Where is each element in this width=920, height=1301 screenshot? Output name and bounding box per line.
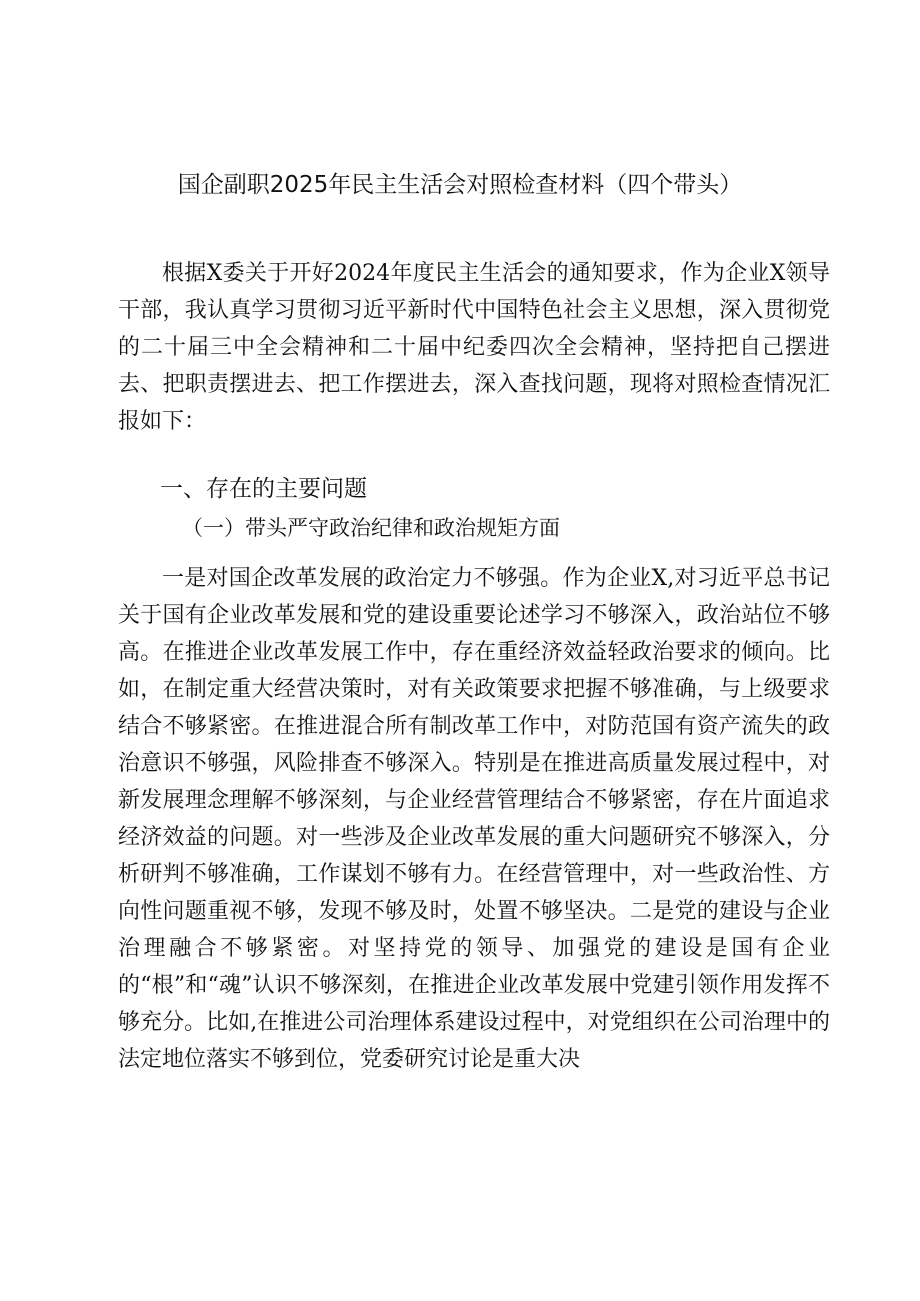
body-paragraph: 一是对国企改革发展的政治定力不够强。作为企业X,对习近平总书记关于国有企业改革发展和党的建设重要论述学习不够深入，政治站位不够高。在推进企业改革发展工作中，存在重经济效益轻政治要求的倾向。比如，在制定重大经营决策时，对有关政策要求把握不够准确，与上级要求结合不够紧密。在推进混合所有制改革工作中，对防范国有资产流失的政治意识不够强，风险排查不够深入。特别是在推进高质量发展过程中，对新发展理念理解不够深刻，与企业经营管理结合不够紧密，存在片面追求经济效益的问题。对一些涉及企业改革发展的重大问题研究不够深入，分析研判不够准确，工作谋划不够有力。在经营管理中，对一些政治性、方向性问题重视不够，发现不够及时，处置不够坚决。二是党的建设与企业治理融合不够紧密。对坚持党的领导、加强党的建设是国有企业的“根”和“魂”认识不够深刻，在推进企业改革发展中党建引领作用发挥不够充分。比如,在推进公司治理体系建设过程中，对党组织在公司治理中的法定地位落实不够到位，党委研究讨论是重大决 <box>118 566 830 1072</box>
section-heading: 一、存在的主要问题 <box>160 476 367 502</box>
document-title: 国企副职2025年民主生活会对照检查材料（四个带头） <box>177 172 743 198</box>
subsection-heading: （一）带头严守政治纪律和政治规矩方面 <box>182 516 560 540</box>
intro-paragraph: 根据X委关于开好2024年度民主生活会的通知要求，作为企业X领导干部，我认真学习贯彻习近平新时代中国特色社会主义思想，深入贯彻党的二十届三中全会精神和二十届中纪委四次全会精神，坚持把自己摆进去、把职责摆进去、把工作摆进去，深入查找问题，现将对照检查情况汇报如下： <box>118 261 830 434</box>
